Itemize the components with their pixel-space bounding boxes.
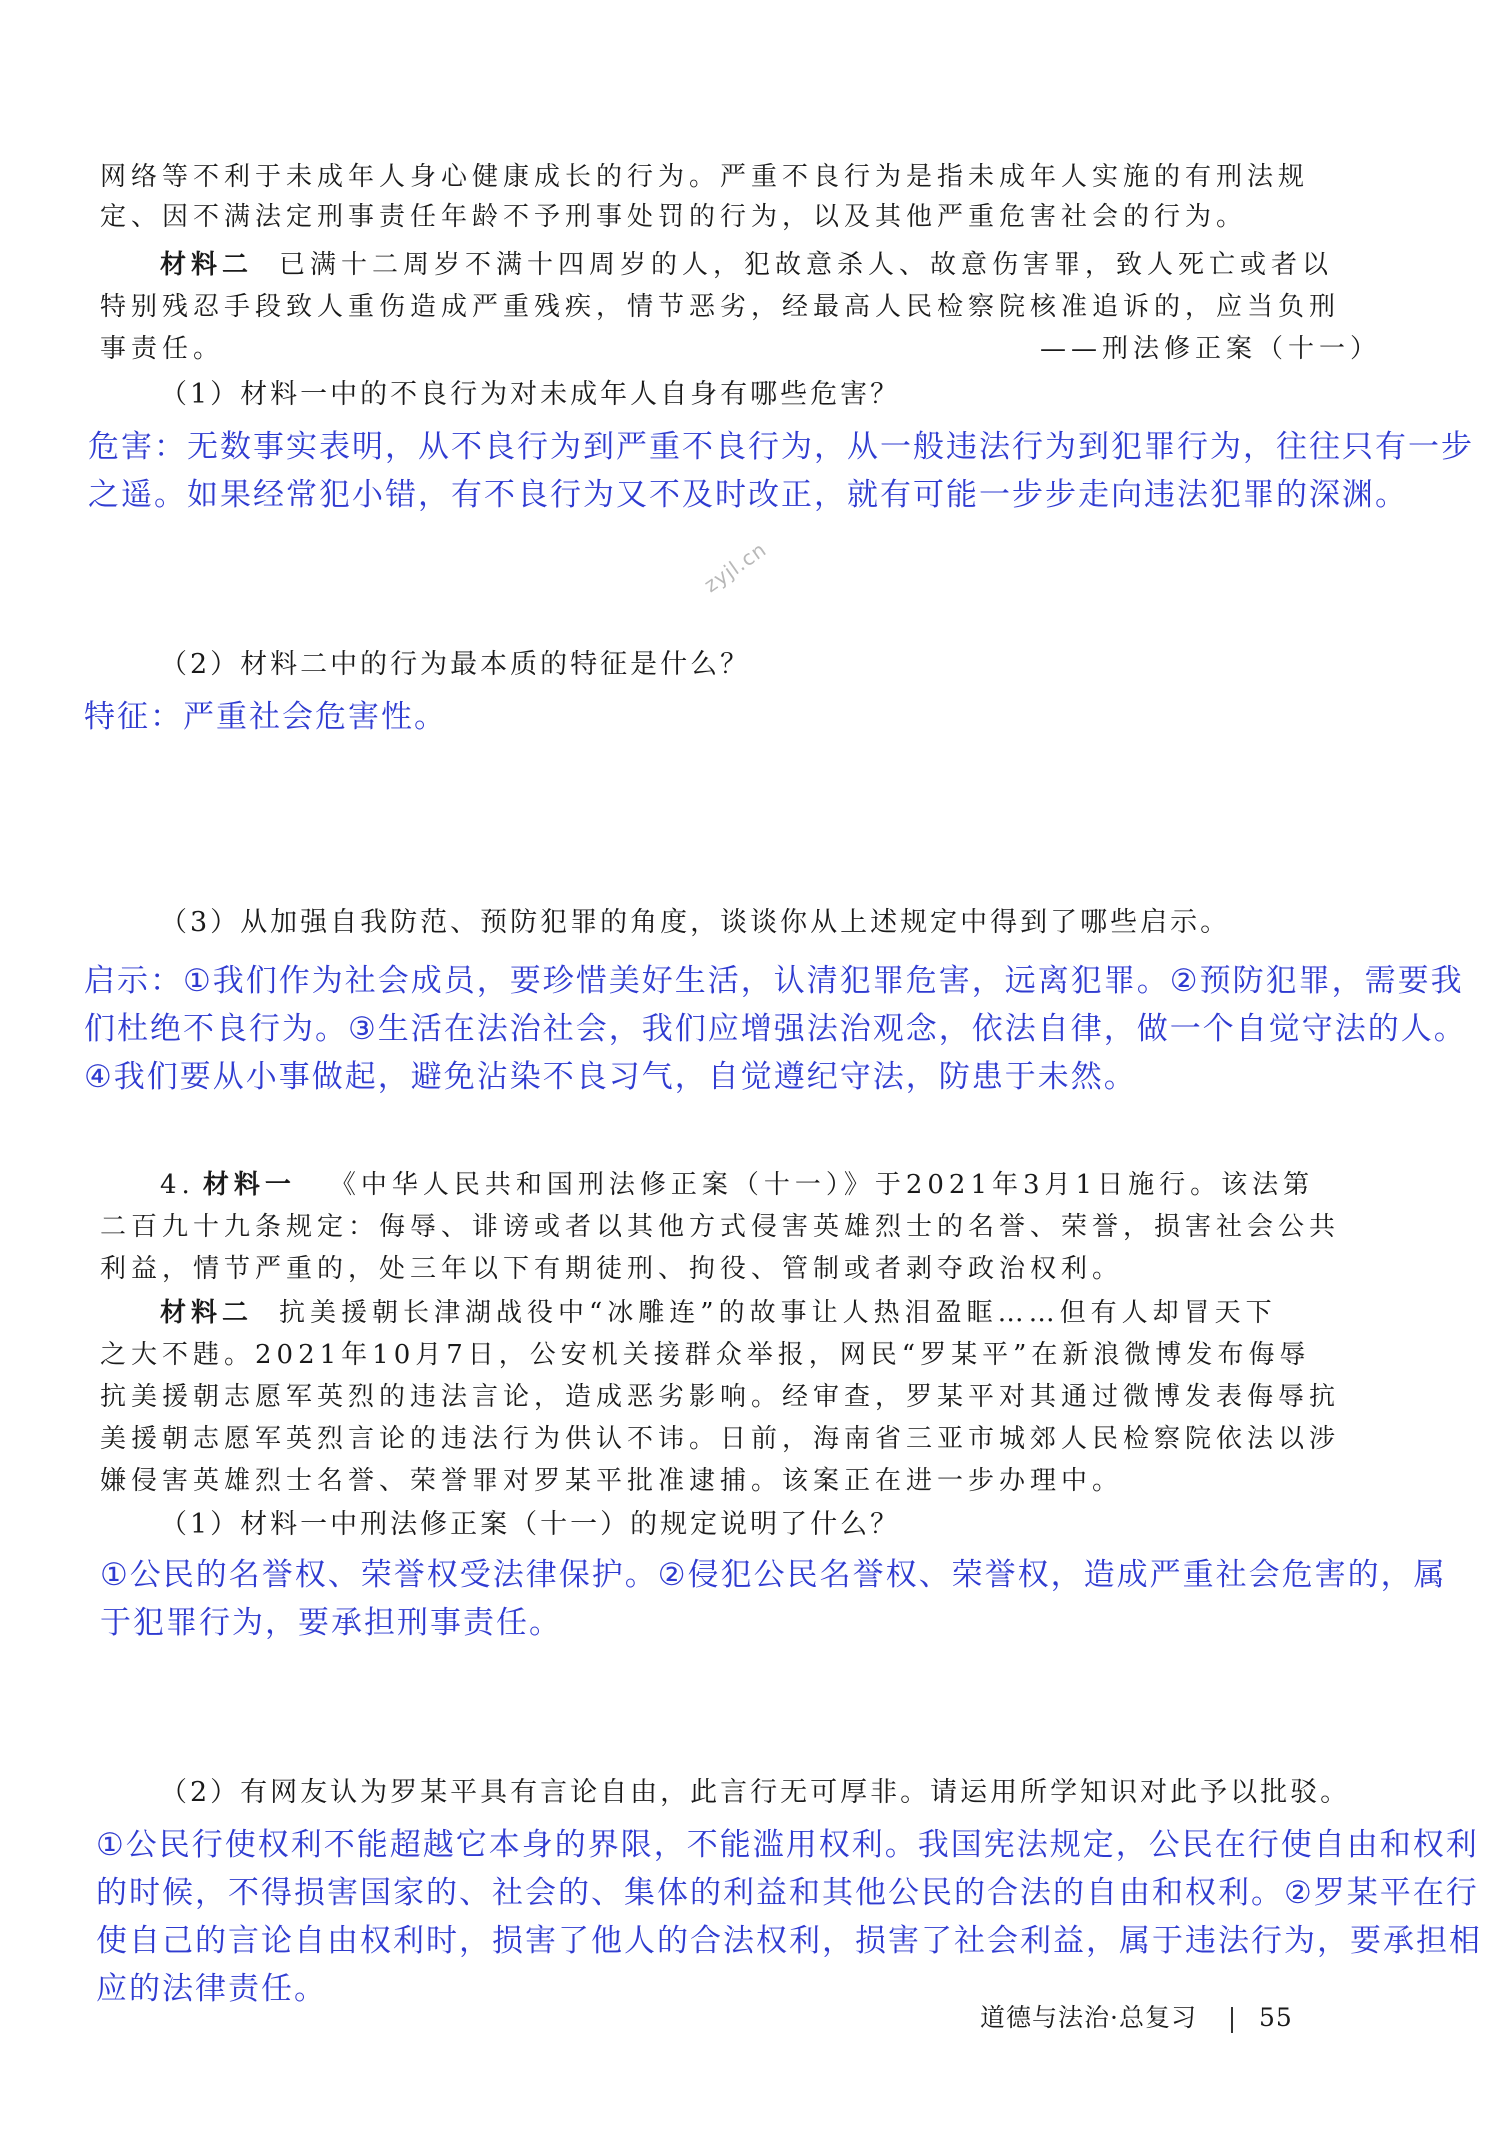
body-text-line: 事责任。	[100, 334, 225, 364]
material-two-line	[160, 248, 1333, 282]
book-title: 道德与法治·总复习	[980, 2003, 1197, 2032]
answer-line: 于犯罪行为，要承担刑事责任。	[100, 1605, 562, 1641]
question-4-2: （2）有网友认为罗某平具有言论自由，此言行无可厚非。请运用所学知识对此予以批驳。	[160, 1777, 1351, 1808]
citation-source: ——刑法修正案（十一）	[1040, 334, 1382, 364]
body-text-line: 网络等不利于未成年人身心健康成长的行为。严重不良行为是指未成年人实施的有刑法规	[100, 162, 1310, 192]
page-footer	[980, 1998, 1293, 2034]
answer-line: ①公民的名誉权、荣誉权受法律保护。②侵犯公民名誉权、荣誉权，造成严重社会危害的，属	[100, 1557, 1447, 1593]
answer-line: 的时候，不得损害国家的、社会的、集体的利益和其他公民的合法的自由和权利。②罗某平在行	[96, 1875, 1479, 1911]
answer-line: 之遥。如果经常犯小错，有不良行为又不及时改正，就有可能一步步走向违法犯罪的深渊。	[88, 477, 1408, 513]
material-text: 《中华人民共和国刑法修正案（十一）》于2021年3月1日施行。该法第	[329, 1170, 1315, 1200]
answer-line: 启示：①我们作为社会成员，要珍惜美好生活，认清犯罪危害，远离犯罪。②预防犯罪，需要我	[84, 963, 1464, 999]
answer-line: 特征：严重社会危害性。	[84, 699, 447, 735]
answer-line: ①公民行使权利不能超越它本身的界限，不能滥用权利。我国宪法规定，公民在行使自由和权利	[96, 1827, 1479, 1863]
question-2: （2）材料二中的行为最本质的特征是什么？	[160, 649, 751, 680]
answer-line: ④我们要从小事做起，避免沾染不良习气，自觉遵纪守法，防患于未然。	[84, 1059, 1137, 1095]
question-3: （3）从加强自我防范、预防犯罪的角度，谈谈你从上述规定中得到了哪些启示。	[160, 907, 1231, 938]
body-text-line: 特别残忍手段致人重伤造成严重残疾，情节恶劣，经最高人民检察院核准追诉的，应当负刑	[100, 292, 1341, 322]
page-number: 55	[1258, 2003, 1293, 2032]
body-text-line: 之大不韪。2021年10月7日，公安机关接群众举报，网民“罗某平”在新浪微博发布侮辱	[100, 1340, 1311, 1370]
item-number: 4.	[160, 1170, 195, 1200]
footer-divider	[1231, 2007, 1233, 2033]
answer-line: 危害：无数事实表明，从不良行为到严重不良行为，从一般违法行为到犯罪行为，往往只有一步	[88, 429, 1474, 465]
material-label: 材料一	[202, 1170, 296, 1200]
answer-line: 应的法律责任。	[96, 1971, 327, 2007]
material-text: 抗美援朝长津湖战役中“冰雕连”的故事让人热泪盈眶……但有人却冒天下	[279, 1298, 1277, 1328]
body-text-line: 二百九十九条规定：侮辱、诽谤或者以其他方式侵害英雄烈士的名誉、荣誉，损害社会公共	[100, 1212, 1341, 1242]
question-4-1: （1）材料一中刑法修正案（十一）的规定说明了什么？	[160, 1509, 901, 1540]
body-text-line: 抗美援朝志愿军英烈的违法言论，造成恶劣影响。经审查，罗某平对其通过微博发表侮辱抗	[100, 1382, 1341, 1412]
item-4-material-two	[160, 1296, 1277, 1330]
answer-line: 使自己的言论自由权利时，损害了他人的合法权利，损害了社会利益，属于违法行为，要承担相	[96, 1923, 1482, 1959]
material-label: 材料二	[160, 250, 254, 280]
body-text-line: 美援朝志愿军英烈言论的违法行为供认不讳。日前，海南省三亚市城郊人民检察院依法以涉	[100, 1424, 1341, 1454]
material-text: 已满十二周岁不满十四周岁的人，犯故意杀人、故意伤害罪，致人死亡或者以	[279, 250, 1334, 280]
item-4-material-one	[160, 1168, 1314, 1202]
body-text-line: 利益，情节严重的，处三年以下有期徒刑、拘役、管制或者剥夺政治权利。	[100, 1254, 1124, 1284]
watermark-text: zyjl.cn	[699, 536, 771, 598]
body-text-line: 定、因不满法定刑事责任年龄不予刑事处罚的行为，以及其他严重危害社会的行为。	[100, 202, 1248, 232]
body-text-line: 嫌侵害英雄烈士名誉、荣誉罪对罗某平批准逮捕。该案正在进一步办理中。	[100, 1466, 1124, 1496]
question-1: （1）材料一中的不良行为对未成年人自身有哪些危害？	[160, 379, 901, 410]
answer-line: 们杜绝不良行为。③生活在法治社会，我们应增强法治观念，依法自律，做一个自觉守法的人。	[84, 1011, 1467, 1047]
material-label: 材料二	[160, 1298, 254, 1328]
